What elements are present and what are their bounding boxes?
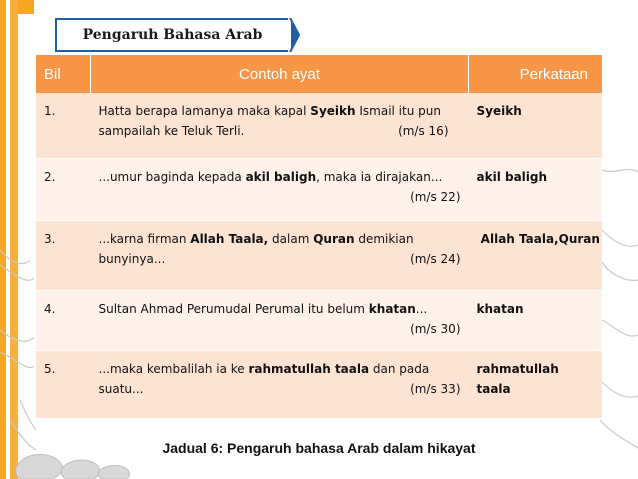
cell-perkataan: Syeikh — [469, 93, 603, 158]
table-caption: Jadual 6: Pengaruh bahasa Arab dalam hikayat — [162, 440, 476, 456]
table-row — [36, 220, 602, 290]
ayat-text: ... — [415, 301, 428, 316]
cell-ayat — [91, 220, 469, 290]
page-reference: (m/s 16) — [398, 124, 449, 138]
title-banner — [55, 18, 300, 52]
page-title: Pengaruh Bahasa Arab — [82, 27, 263, 43]
ayat-text: Ismail itu pun sampailah ke Teluk Terli. — [98, 104, 441, 138]
cell-bil: 1. — [36, 93, 91, 158]
cell-perkataan: Allah Taala,Quran — [469, 220, 603, 290]
cell-bil: 5. — [36, 350, 91, 418]
table-row — [36, 93, 602, 158]
ayat-text: demikian bunyinya... — [98, 231, 414, 266]
ayat-text: dan pada suatu... — [98, 361, 430, 396]
cell-ayat — [91, 93, 469, 158]
page-reference: (m/s 30) — [410, 321, 461, 336]
arabic-influence-table — [36, 55, 602, 419]
page-reference: (m/s 22) — [410, 189, 461, 204]
ayat-text: Sultan Ahmad Perumudal Perumal itu belum — [98, 301, 369, 316]
ayat-bold-word: Syeikh — [310, 104, 356, 118]
ayat-text: ...karna firman — [98, 231, 191, 246]
cell-perkataan: akil baligh — [469, 158, 603, 220]
cell-perkataan: rahmatullah taala — [469, 350, 603, 418]
ayat-bold-word: akil baligh — [245, 169, 317, 184]
cell-ayat — [91, 158, 469, 220]
ayat-text: ...maka kembalilah ia ke — [98, 361, 249, 376]
table-row — [36, 350, 602, 418]
ayat-bold-word: khatan — [368, 301, 416, 316]
page-reference: (m/s 33) — [410, 381, 461, 396]
cell-bil: 4. — [36, 290, 91, 350]
cell-bil: 2. — [36, 158, 91, 220]
ayat-text: dalam — [268, 231, 314, 246]
ayat-bold-word: rahmatullah taala — [248, 361, 370, 376]
ayat-text: Hatta berapa lamanya maka kapal — [98, 104, 311, 118]
header-bil: Bil — [36, 55, 91, 93]
table-header-row — [36, 55, 602, 93]
cell-ayat — [91, 350, 469, 418]
cell-perkataan: khatan — [469, 290, 603, 350]
ayat-bold-word: Quran — [313, 231, 355, 246]
page-reference: (m/s 24) — [410, 251, 461, 266]
table-row — [36, 290, 602, 350]
table-row — [36, 158, 602, 220]
header-perkataan: Perkataan — [469, 55, 603, 93]
ayat-bold-word: Allah Taala, — [190, 231, 269, 246]
cell-ayat — [91, 290, 469, 350]
ayat-text: , maka ia dirajakan... — [316, 169, 443, 184]
ayat-text: ...umur baginda kepada — [98, 169, 246, 184]
cell-bil: 3. — [36, 220, 91, 290]
header-contoh-ayat: Contoh ayat — [91, 55, 469, 93]
